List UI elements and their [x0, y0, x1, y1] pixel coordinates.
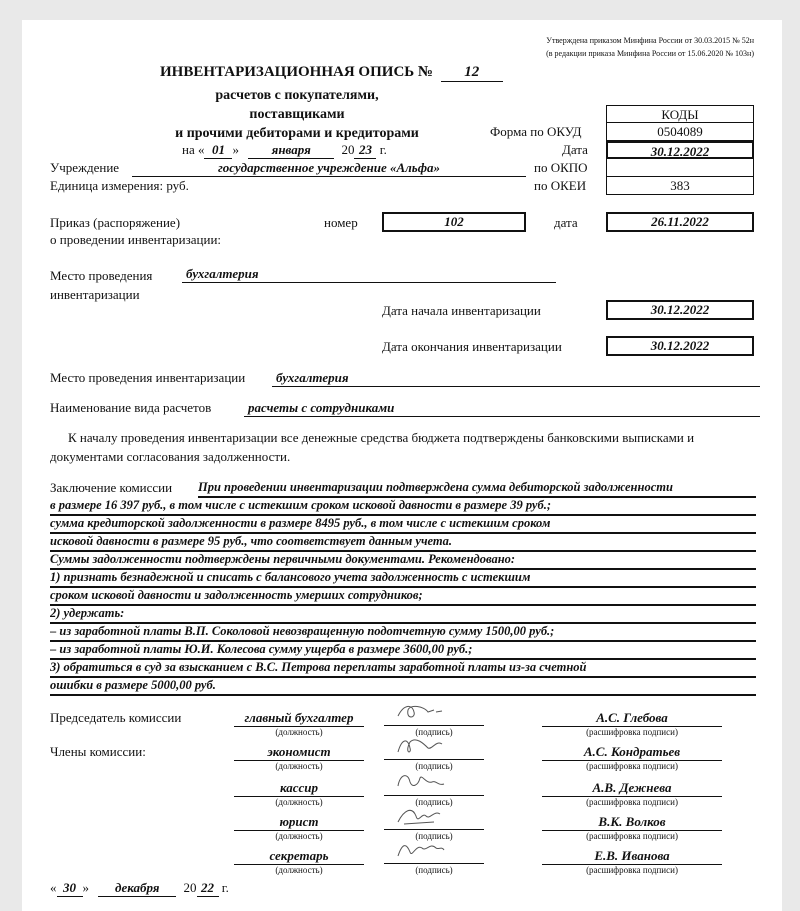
- settlement-value: расчеты с сотрудниками: [244, 400, 760, 417]
- conclusion-line: 2) удержать:: [50, 605, 756, 624]
- label-conclusion: Заключение комиссии: [50, 480, 173, 495]
- position-caption: (должность): [275, 831, 323, 841]
- label-date: Дата: [562, 142, 588, 157]
- member-position: главный бухгалтер: [234, 710, 364, 727]
- place-label-line-2: инвентаризации: [50, 287, 140, 302]
- quote-close: »: [232, 142, 239, 157]
- handwritten-signature: [394, 806, 450, 828]
- approval-line-2: (в редакции приказа Минфина России от 15.06.2020 № 103н): [546, 49, 754, 58]
- member-position: кассир: [234, 780, 364, 797]
- code-okpo: [606, 159, 754, 177]
- document-date-line: [182, 142, 387, 159]
- conclusion-line: Суммы задолженности подтверждены первичными документами. Рекомендовано:: [50, 551, 756, 570]
- date-year: 23: [354, 142, 376, 159]
- conclusion-line: сумма кредиторской задолженности в размере 8495 руб., в том числе с истекшим сроком: [50, 515, 756, 534]
- label-chairman: Председатель комиссии: [50, 710, 182, 725]
- place-value-2: бухгалтерия: [272, 370, 760, 387]
- name-caption: (расшифровка подписи): [586, 761, 678, 771]
- handwritten-signature: [394, 702, 450, 724]
- signature-caption: (подпись): [415, 865, 453, 875]
- conclusion-line: – из заработной платы Ю.И. Колесова сумму ущерба в размере 3600,00 руб.;: [50, 641, 756, 660]
- quote-open: «: [50, 880, 57, 895]
- signature-caption: (подпись): [415, 727, 453, 737]
- order-label-line-1: Приказ (распоряжение): [50, 215, 181, 230]
- handwritten-signature: [394, 840, 450, 862]
- member-position: экономист: [234, 744, 364, 761]
- conclusion-line: сроком исковой давности и задолженность умерших сотрудников;: [50, 587, 756, 606]
- sign-month: декабря: [98, 880, 176, 897]
- sign-suffix: г.: [221, 880, 229, 895]
- member-name: В.К. Волков: [542, 814, 722, 831]
- order-label: [50, 214, 221, 248]
- conclusion-line: 1) признать безнадежной и списать с балансового учета задолженность с истекшим: [50, 569, 756, 588]
- member-name: Е.В. Иванова: [542, 848, 722, 865]
- label-order-date: дата: [554, 215, 578, 230]
- member-position: юрист: [234, 814, 364, 831]
- conclusion-line: – из заработной платы В.П. Соколовой невозвращенную подотчетную сумму 1500,00 руб.;: [50, 623, 756, 642]
- sign-century: 20: [183, 880, 197, 895]
- conclusion-line: ошибки в размере 5000,00 руб.: [50, 677, 756, 696]
- signature-caption: (подпись): [415, 797, 453, 807]
- member-position: секретарь: [234, 848, 364, 865]
- sign-day: 30: [57, 880, 83, 897]
- intro-paragraph: К началу проведения инвентаризации все денежные средства бюджета подтверждены банковскими выписками и документами согласования задолженности.: [50, 430, 695, 464]
- name-caption: (расшифровка подписи): [586, 831, 678, 841]
- subtitle-line-1: расчетов с покупателями, поставщиками: [215, 88, 379, 122]
- date-day: 01: [204, 142, 232, 159]
- position-caption: (должность): [275, 761, 323, 771]
- member-name: А.С. Глебова: [542, 710, 722, 727]
- name-caption: (расшифровка подписи): [586, 865, 678, 875]
- quote-close: »: [82, 880, 89, 895]
- label-members: Члены комиссии:: [50, 744, 146, 759]
- quote-open: «: [197, 142, 205, 157]
- codes-table: [606, 105, 754, 195]
- position-caption: (должность): [275, 727, 323, 737]
- label-okei: по ОКЕИ: [534, 178, 587, 193]
- conclusion-line: 3) обратиться в суд за взысканием с В.С. Петрова переплаты заработной платы из-за счетной: [50, 659, 756, 678]
- order-date: 26.11.2022: [606, 212, 754, 232]
- label-end-date: Дата окончания инвентаризации: [382, 339, 562, 354]
- place-value: бухгалтерия: [182, 266, 556, 283]
- member-name: А.С. Кондратьев: [542, 744, 722, 761]
- date-century: 20: [341, 142, 355, 157]
- label-okpo: по ОКПО: [534, 160, 588, 175]
- name-caption: (расшифровка подписи): [586, 727, 678, 737]
- codes-header: КОДЫ: [606, 105, 754, 123]
- signature-caption: (подпись): [415, 761, 453, 771]
- place-label-line-1: Место проведения: [50, 268, 153, 283]
- handwritten-signature: [394, 736, 450, 758]
- date-suffix: г.: [379, 142, 387, 157]
- document-subtitle: [172, 86, 422, 143]
- approval-line-1: Утверждена приказом Минфина России от 30.03.2015 № 52н: [546, 36, 754, 45]
- approval-note: [546, 34, 754, 60]
- document-page: [22, 20, 782, 911]
- name-caption: (расшифровка подписи): [586, 797, 678, 807]
- code-okei: 383: [606, 177, 754, 195]
- date-prefix: на: [182, 142, 195, 157]
- signing-date-line: [50, 880, 229, 897]
- title-text: ИНВЕНТАРИЗАЦИОННАЯ ОПИСЬ №: [160, 64, 434, 80]
- order-number: 102: [382, 212, 526, 232]
- code-okud: 0504089: [606, 123, 754, 141]
- handwritten-signature: [394, 772, 450, 794]
- code-date: 30.12.2022: [606, 141, 754, 159]
- inventory-end-date: 30.12.2022: [606, 336, 754, 356]
- label-unit: Единица измерения: руб.: [50, 178, 189, 193]
- member-name: А.В. Дежнева: [542, 780, 722, 797]
- inventory-start-date: 30.12.2022: [606, 300, 754, 320]
- label-settlement: Наименование вида расчетов: [50, 400, 212, 415]
- institution-value: государственное учреждение «Альфа»: [132, 160, 526, 177]
- position-caption: (должность): [275, 797, 323, 807]
- conclusion-line: При проведении инвентаризации подтверждена сумма дебиторской задолженности: [198, 479, 756, 498]
- label-start-date: Дата начала инвентаризации: [382, 303, 541, 318]
- conclusion-line: в размере 16 397 руб., в том числе с истекшим сроком исковой давности в размере 39 руб.;: [50, 497, 756, 516]
- subtitle-line-2: и прочими дебиторами и кредиторами: [175, 126, 419, 141]
- position-caption: (должность): [275, 865, 323, 875]
- label-place-full: Место проведения инвентаризации: [50, 370, 246, 385]
- document-number: 12: [441, 64, 503, 82]
- document-title: [160, 64, 503, 82]
- label-okud: Форма по ОКУД: [490, 124, 582, 139]
- label-institution: Учреждение: [50, 160, 120, 175]
- sign-year: 22: [197, 880, 219, 897]
- order-label-line-2: о проведении инвентаризации:: [50, 232, 222, 247]
- signature-caption: (подпись): [415, 831, 453, 841]
- label-number: номер: [324, 215, 358, 230]
- place-label: [50, 266, 152, 304]
- conclusion-line: исковой давности в размере 95 руб., что соответствует данным учета.: [50, 533, 756, 552]
- date-month: января: [248, 142, 334, 159]
